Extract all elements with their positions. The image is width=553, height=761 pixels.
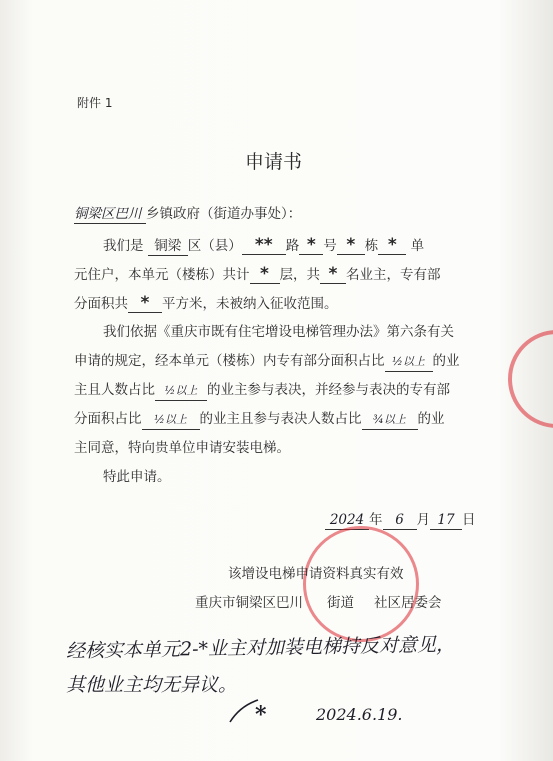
sign-date: 2024.6.19. [316, 705, 403, 724]
text-segment: 的业主参与表决，并经参与表决的专有部 [207, 382, 450, 398]
building-field: * [337, 236, 365, 255]
para1-line1 [103, 236, 424, 256]
date-year: 2024 [325, 511, 369, 530]
verification-line1: 该增设电梯申请资料真实有效 [228, 566, 404, 582]
voting-area-ratio-field: ½以上 [142, 411, 200, 430]
text-segment: 栋 [364, 238, 379, 254]
government-seal [508, 330, 553, 428]
road-field: ** [242, 236, 286, 255]
text-segment: 的业主且参与表决人数占比 [199, 411, 362, 427]
text-segment: 路 [285, 238, 300, 254]
recipient-handwritten: 铜梁区巴川 [74, 205, 146, 224]
signature: * [255, 702, 267, 728]
owners-field: * [320, 265, 346, 284]
text-segment: 重庆市铜梁区巴川 [195, 595, 303, 611]
para2-line5: 主同意，特向贵单位申请安装电梯。 [74, 440, 290, 456]
text-segment: 元住户，本单元（楼栋）共计 [74, 267, 250, 283]
signature-stroke-icon [228, 696, 264, 726]
people-ratio-field: ½以上 [155, 382, 207, 401]
area-field: * [128, 294, 162, 313]
closing-text: 特此申请。 [103, 469, 171, 485]
para2-line1: 我们依据《重庆市既有住宅增设电梯管理办法》第六条有关 [103, 324, 454, 340]
text-segment: 主且人数占比 [74, 382, 155, 398]
attachment-label: 附件 1 [77, 96, 113, 110]
floors-field: * [250, 265, 280, 284]
text-segment: 单 [410, 238, 425, 254]
text-segment: 年 [369, 512, 383, 528]
para2-line4 [74, 410, 445, 430]
text-segment: 分面积共 [74, 296, 128, 312]
area-ratio-field: ½以上 [385, 353, 433, 372]
text-segment: 的业 [432, 353, 460, 369]
verification-line2 [195, 594, 442, 612]
text-segment: 日 [462, 512, 476, 528]
text-segment: 名业主，专有部 [346, 267, 441, 283]
recipient-line [74, 205, 301, 224]
text-segment: 街道 [327, 595, 354, 611]
text-segment: 我们是 [103, 238, 144, 254]
handwritten-note-line2: 其他业主均无异议。 [66, 674, 238, 696]
text-segment: 社区居委会 [374, 595, 442, 611]
para2-line2 [74, 352, 460, 372]
text-segment: 的业 [417, 411, 445, 427]
text-segment: 分面积占比 [74, 411, 142, 427]
date-month: 6 [383, 511, 417, 530]
para1-line3 [74, 294, 338, 313]
text-segment: 月 [416, 512, 430, 528]
text-segment: 区（县） [187, 238, 242, 254]
para1-line2 [74, 265, 441, 284]
date-day: 17 [430, 511, 462, 530]
district-field: 铜梁 [148, 237, 188, 256]
unit-field: * [378, 236, 406, 255]
community-seal [303, 526, 419, 642]
para2-line3 [74, 381, 450, 401]
handwritten-note-line1: 经核实本单元2-*业主对加装电梯持反对意见， [65, 633, 456, 663]
text-segment: 号 [323, 238, 337, 254]
text-segment: 平方米，未被纳入征收范围。 [162, 296, 338, 312]
number-field: * [299, 236, 323, 255]
recipient-text: 乡镇政府（街道办事处）： [146, 206, 302, 222]
voting-people-ratio-field: ¾以上 [362, 411, 418, 430]
document-title: 申请书 [245, 151, 303, 173]
text-segment: 层，共 [279, 267, 320, 283]
text-segment: 申请的规定，经本单元（楼栋）内专有部分面积占比 [74, 353, 385, 369]
